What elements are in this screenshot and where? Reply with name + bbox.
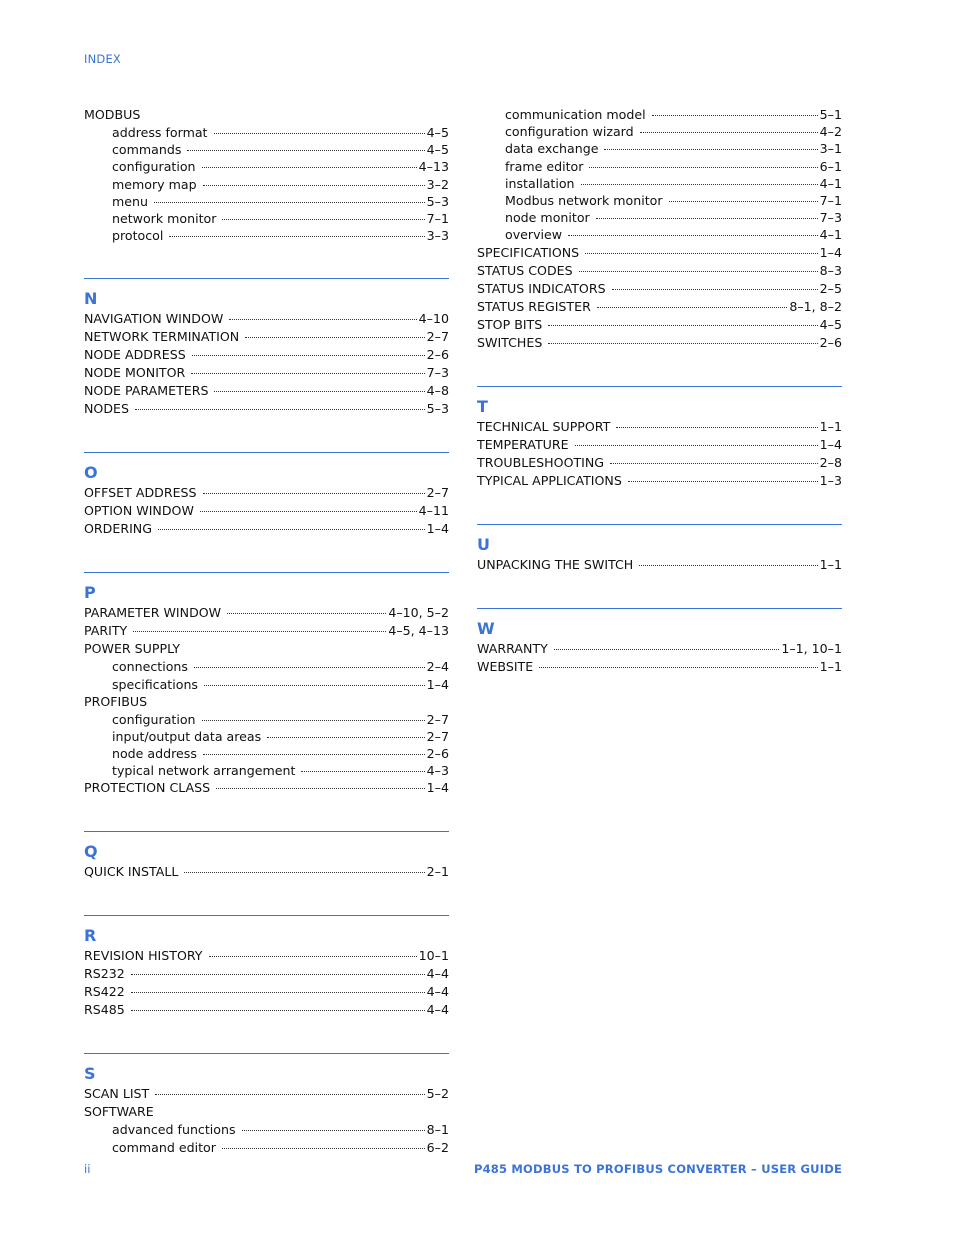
index-entry: [84, 400, 449, 418]
index-entry: [477, 640, 842, 658]
index-subentry: [84, 227, 449, 244]
entry-term: configuration wizard: [505, 124, 634, 140]
dot-leader: [222, 218, 424, 220]
entry-term: STATUS REGISTER: [477, 298, 591, 314]
dot-leader: [216, 787, 425, 789]
section-divider: [84, 1053, 449, 1054]
index-entry: [84, 863, 449, 881]
dot-leader: [579, 270, 818, 272]
section-letter: W: [477, 618, 495, 638]
index-entry: [84, 1001, 449, 1019]
index-entry: [84, 364, 449, 382]
index-subentry: [477, 158, 842, 175]
dot-leader: [184, 871, 424, 873]
index-entry: [84, 484, 449, 502]
entry-term: communication model: [505, 107, 646, 122]
dot-leader: [267, 736, 424, 738]
entry-term: OFFSET ADDRESS: [84, 485, 197, 501]
entry-term: TYPICAL APPLICATIONS: [477, 472, 622, 488]
section-divider: [477, 386, 842, 387]
dot-leader: [187, 149, 424, 151]
index-subentry: [477, 226, 842, 243]
entry-page-ref: 4–4: [426, 984, 449, 1000]
index-column-right: [477, 106, 842, 676]
entry-page-ref: 6–2: [426, 1139, 449, 1155]
index-entry: [477, 472, 842, 490]
dot-leader: [133, 630, 386, 632]
dot-leader: [169, 235, 424, 237]
index-entry: [477, 262, 842, 280]
dot-leader: [589, 166, 817, 168]
entry-term: UNPACKING THE SWITCH: [477, 556, 634, 572]
index-subentry: [84, 711, 449, 728]
dot-leader: [158, 528, 425, 530]
index-section: [84, 418, 449, 538]
entry-term: node address: [112, 746, 197, 762]
index-subentry: [477, 192, 842, 209]
index-entry: [477, 280, 842, 298]
index-section: [84, 1019, 449, 1155]
section-divider: [84, 831, 449, 832]
dot-leader: [242, 1129, 425, 1131]
index-entry: [84, 947, 449, 965]
dot-leader: [585, 252, 817, 254]
entry-term: installation: [505, 175, 575, 191]
entry-term: TEMPERATURE: [477, 436, 569, 452]
entry-page-ref: 5–2: [426, 1086, 449, 1102]
index-subentry: [477, 123, 842, 140]
entry-term: REVISION HISTORY: [84, 948, 203, 964]
dot-leader: [554, 648, 780, 650]
entry-term: overview: [505, 227, 563, 243]
entry-term: NODE MONITOR: [84, 365, 186, 381]
entry-term: ORDERING: [84, 521, 152, 537]
index-entry: [84, 604, 449, 622]
dot-leader: [575, 444, 818, 446]
entry-page-ref: 1–4: [426, 780, 449, 796]
dot-leader: [194, 666, 425, 668]
entry-page-ref: 4–5: [426, 125, 449, 140]
index-entry: [477, 658, 842, 676]
index-entry: [477, 316, 842, 334]
entry-term: Modbus network monitor: [505, 192, 663, 208]
entry-page-ref: 4–4: [426, 1002, 449, 1018]
index-subentry: [84, 728, 449, 745]
entry-page-ref: 4–2: [819, 124, 842, 140]
entry-term: PARAMETER WINDOW: [84, 605, 222, 621]
entry-term: TECHNICAL SUPPORT: [477, 418, 611, 434]
index-entry: [84, 1103, 449, 1121]
index-entry: [84, 382, 449, 400]
entry-term: memory map: [112, 176, 197, 192]
dot-leader: [596, 217, 818, 219]
dot-leader: [652, 114, 818, 116]
entry-term: SOFTWARE: [84, 1104, 154, 1120]
index-subentry: [84, 176, 449, 193]
dot-leader: [245, 336, 424, 338]
entry-term: PROFIBUS: [84, 693, 148, 709]
section-spacer: [477, 574, 842, 608]
index-subentry: [84, 141, 449, 158]
entry-page-ref: 3–1: [819, 141, 842, 157]
entry-term: STATUS CODES: [477, 262, 573, 278]
entry-page-ref: 4–5: [819, 316, 842, 332]
entry-term: command editor: [112, 1139, 216, 1155]
entry-term: NETWORK TERMINATION: [84, 329, 240, 345]
index-entry: [477, 454, 842, 472]
section-letter: U: [477, 534, 490, 554]
running-header: INDEX: [84, 52, 121, 66]
dot-leader: [200, 510, 417, 512]
dot-leader: [568, 234, 818, 236]
entry-term: OPTION WINDOW: [84, 503, 194, 519]
entry-term: MODBUS: [84, 107, 141, 122]
dot-leader: [548, 324, 817, 326]
dot-leader: [209, 955, 417, 957]
section-divider: [84, 452, 449, 453]
entry-page-ref: 7–3: [819, 210, 842, 226]
entry-term: configuration: [112, 159, 196, 175]
entry-term: frame editor: [505, 158, 584, 174]
dot-leader: [581, 183, 818, 185]
entry-page-ref: 8–1: [426, 1122, 449, 1138]
entry-term: NODES: [84, 401, 129, 417]
entry-term: commands: [112, 142, 182, 158]
entry-page-ref: 8–3: [819, 262, 842, 278]
entry-page-ref: 4–3: [426, 763, 449, 779]
index-section: [477, 490, 842, 574]
index-entry: [84, 502, 449, 520]
section-letter: R: [84, 926, 97, 946]
entry-page-ref: 4–1: [819, 227, 842, 243]
entry-page-ref: 2–4: [426, 659, 449, 675]
index-entry: [84, 965, 449, 983]
index-entry: [84, 779, 449, 797]
entry-page-ref: 4–13: [418, 159, 449, 175]
entry-page-ref: 4–4: [426, 966, 449, 982]
entry-term: TROUBLESHOOTING: [477, 454, 605, 470]
entry-term: WEBSITE: [477, 658, 534, 674]
entry-term: connections: [112, 659, 188, 675]
entry-page-ref: 4–8: [426, 383, 449, 399]
entry-term: menu: [112, 193, 148, 209]
entry-term: NAVIGATION WINDOW: [84, 311, 224, 327]
index-subentry: [477, 140, 842, 157]
entry-term: STOP BITS: [477, 316, 543, 332]
index-entry: [84, 328, 449, 346]
section-letter: Q: [84, 842, 98, 862]
dot-leader: [203, 184, 425, 186]
index-subentry: [84, 158, 449, 175]
entry-page-ref: 2–6: [426, 347, 449, 363]
entry-page-ref: 1–4: [426, 676, 449, 692]
entry-page-ref: 4–10: [418, 311, 449, 327]
dot-leader: [669, 200, 818, 202]
index-entry: [84, 983, 449, 1001]
entry-term: PARITY: [84, 623, 128, 639]
entry-term: node monitor: [505, 210, 590, 226]
dot-leader: [597, 306, 788, 308]
section-spacer: [477, 352, 842, 386]
entry-term: NODE ADDRESS: [84, 347, 186, 363]
entry-page-ref: 6–1: [819, 158, 842, 174]
index-subentry: [84, 658, 449, 675]
index-entry: [477, 436, 842, 454]
dot-leader: [548, 342, 817, 344]
index-subentry: [84, 1121, 449, 1138]
dot-leader: [301, 770, 424, 772]
index-section: [84, 106, 449, 244]
entry-page-ref: 4–10, 5–2: [388, 605, 449, 621]
dot-leader: [131, 991, 425, 993]
entry-term: SCAN LIST: [84, 1086, 150, 1102]
index-entry: [477, 418, 842, 436]
section-divider: [84, 915, 449, 916]
index-section: [84, 797, 449, 881]
entry-page-ref: 7–1: [426, 210, 449, 226]
entry-page-ref: 3–3: [426, 228, 449, 244]
entry-page-ref: 2–6: [819, 334, 842, 350]
dot-leader: [639, 564, 817, 566]
index-subentry: [84, 762, 449, 779]
entry-page-ref: 7–3: [426, 365, 449, 381]
entry-page-ref: 5–1: [819, 107, 842, 122]
index-entry: [84, 1085, 449, 1103]
entry-page-ref: 4–1: [819, 175, 842, 191]
dot-leader: [192, 354, 425, 356]
entry-term: PROTECTION CLASS: [84, 780, 211, 796]
section-divider: [477, 608, 842, 609]
section-letter: N: [84, 289, 98, 309]
dot-leader: [202, 719, 425, 721]
dot-leader: [612, 288, 818, 290]
index-entry: [84, 346, 449, 364]
entry-term: RS485: [84, 1002, 125, 1018]
entry-term: QUICK INSTALL: [84, 864, 179, 880]
entry-term: SWITCHES: [477, 334, 543, 350]
entry-page-ref: 4–5, 4–13: [388, 623, 449, 639]
section-spacer: [84, 797, 449, 831]
index-section: [477, 352, 842, 490]
page-number: ii: [84, 1162, 91, 1176]
index-subentry: [84, 210, 449, 227]
entry-term: protocol: [112, 228, 164, 244]
entry-page-ref: 2–1: [426, 864, 449, 880]
entry-term: configuration: [112, 711, 196, 727]
dot-leader: [604, 148, 817, 150]
document-title: P485 MODBUS TO PROFIBUS CONVERTER – USER GUIDE: [473, 1162, 842, 1176]
index-column-left: [84, 106, 449, 1156]
dot-leader: [203, 753, 425, 755]
dot-leader: [155, 1093, 424, 1095]
index-subentry: [477, 175, 842, 192]
entry-term: WARRANTY: [477, 640, 548, 656]
entry-page-ref: 2–7: [426, 329, 449, 345]
dot-leader: [203, 492, 425, 494]
entry-term: typical network arrangement: [112, 763, 296, 779]
entry-page-ref: 1–1: [819, 556, 842, 572]
index-entry: [84, 520, 449, 538]
index-section: [84, 538, 449, 797]
section-letter: O: [84, 463, 98, 483]
index-entry: [477, 334, 842, 352]
dot-leader: [135, 408, 425, 410]
entry-page-ref: 5–3: [426, 401, 449, 417]
dot-leader: [214, 132, 425, 134]
dot-leader: [191, 372, 424, 374]
dot-leader: [616, 426, 817, 428]
index-section: [477, 106, 842, 352]
section-spacer: [84, 538, 449, 572]
index-entry: [84, 640, 449, 658]
section-divider: [477, 524, 842, 525]
entry-page-ref: 1–4: [426, 521, 449, 537]
dot-leader: [214, 390, 424, 392]
section-letter: P: [84, 583, 96, 603]
entry-page-ref: 8–1, 8–2: [789, 298, 842, 314]
dot-leader: [204, 684, 425, 686]
dot-leader: [628, 480, 818, 482]
entry-page-ref: 10–1: [418, 948, 449, 964]
index-entry: [477, 556, 842, 574]
entry-page-ref: 1–1: [819, 658, 842, 674]
entry-term: address format: [112, 125, 208, 140]
entry-page-ref: 5–3: [426, 193, 449, 209]
entry-term: SPECIFICATIONS: [477, 244, 580, 260]
entry-term: STATUS INDICATORS: [477, 280, 606, 296]
entry-term: network monitor: [112, 210, 217, 226]
section-spacer: [84, 1019, 449, 1053]
index-entry: [477, 244, 842, 262]
entry-page-ref: 2–7: [426, 485, 449, 501]
dot-leader: [640, 131, 818, 133]
entry-page-ref: 2–8: [819, 454, 842, 470]
dot-leader: [229, 318, 416, 320]
section-letter: S: [84, 1064, 96, 1084]
index-subentry: [84, 676, 449, 693]
index-subentry: [84, 124, 449, 141]
entry-page-ref: 2–7: [426, 711, 449, 727]
section-spacer: [84, 244, 449, 278]
index-entry: [84, 622, 449, 640]
entry-page-ref: 2–6: [426, 746, 449, 762]
entry-term: specifications: [112, 676, 198, 692]
index-section: [477, 574, 842, 676]
entry-term: input/output data areas: [112, 728, 262, 744]
index-subentry: [84, 193, 449, 210]
entry-page-ref: 1–4: [819, 244, 842, 260]
dot-leader: [610, 462, 818, 464]
index-subentry: [477, 106, 842, 123]
index-subentry: [84, 745, 449, 762]
index-section: [84, 244, 449, 418]
index-entry: [84, 310, 449, 328]
entry-page-ref: 1–4: [819, 436, 842, 452]
entry-page-ref: 7–1: [819, 192, 842, 208]
dot-leader: [202, 166, 417, 168]
dot-leader: [154, 201, 425, 203]
dot-leader: [227, 612, 386, 614]
index-section: [84, 881, 449, 1019]
entry-term: data exchange: [505, 141, 599, 157]
section-spacer: [84, 881, 449, 915]
dot-leader: [131, 1009, 425, 1011]
index-subentry: [477, 209, 842, 226]
section-divider: [84, 278, 449, 279]
entry-page-ref: 3–2: [426, 176, 449, 192]
entry-page-ref: 1–1: [819, 418, 842, 434]
dot-leader: [131, 973, 425, 975]
entry-page-ref: 1–3: [819, 472, 842, 488]
entry-page-ref: 4–11: [418, 503, 449, 519]
entry-page-ref: 2–5: [819, 280, 842, 296]
index-entry: [84, 106, 449, 124]
section-spacer: [477, 490, 842, 524]
index-entry: [84, 693, 449, 711]
entry-term: POWER SUPPLY: [84, 641, 181, 657]
entry-page-ref: 2–7: [426, 728, 449, 744]
section-letter: T: [477, 396, 488, 416]
dot-leader: [539, 666, 817, 668]
section-divider: [84, 572, 449, 573]
entry-term: RS422: [84, 984, 125, 1000]
entry-page-ref: 4–5: [426, 142, 449, 158]
index-entry: [477, 298, 842, 316]
entry-term: RS232: [84, 966, 125, 982]
entry-term: NODE PARAMETERS: [84, 383, 209, 399]
entry-page-ref: 1–1, 10–1: [781, 640, 842, 656]
entry-term: advanced functions: [112, 1122, 236, 1138]
dot-leader: [222, 1147, 425, 1149]
section-spacer: [84, 418, 449, 452]
index-subentry: [84, 1139, 449, 1156]
